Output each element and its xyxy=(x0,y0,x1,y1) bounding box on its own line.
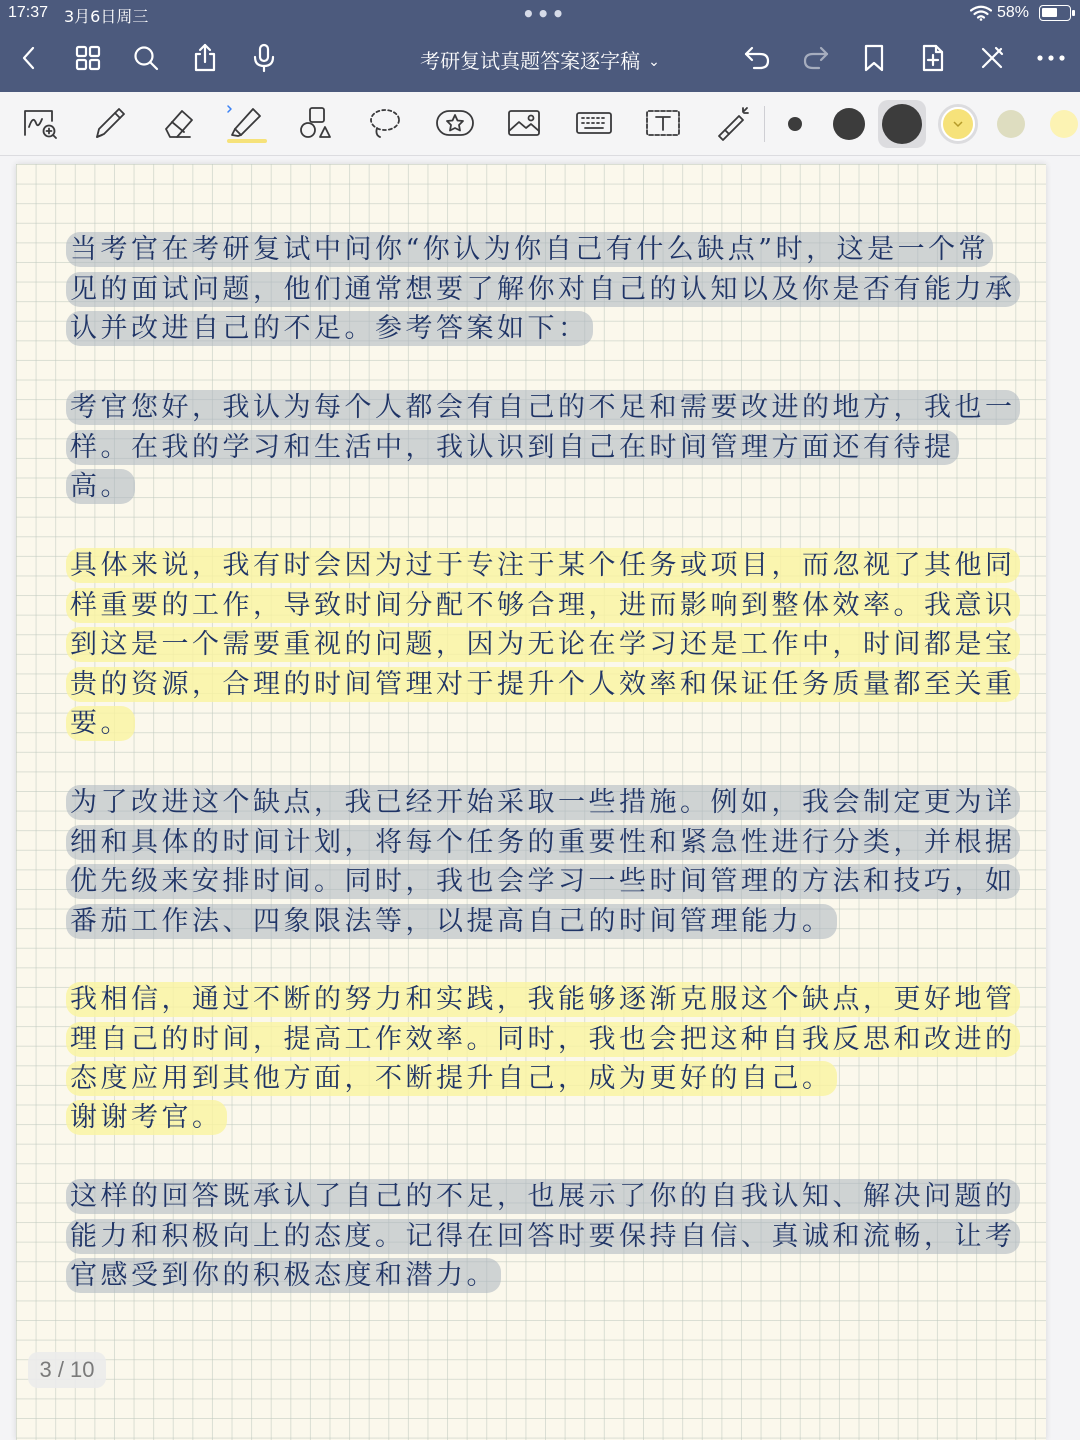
paragraph-thanks xyxy=(66,1098,1016,1138)
status-time: 17:37 xyxy=(8,4,49,21)
paragraph-conclusion xyxy=(66,980,1016,1099)
stickers-tool[interactable] xyxy=(432,100,478,146)
paragraph-answer-opening xyxy=(66,388,1016,507)
stroke-size-medium[interactable] xyxy=(833,108,865,140)
stroke-size-large[interactable] xyxy=(882,104,922,144)
microphone-button[interactable] xyxy=(247,40,281,76)
top-bar xyxy=(0,0,1080,92)
text-tool[interactable] xyxy=(640,100,686,146)
status-date: 3月6日周三 xyxy=(64,7,149,26)
paragraph-detail xyxy=(66,546,1016,744)
handwriting-recognition-icon xyxy=(22,107,58,139)
grid-icon xyxy=(74,44,102,72)
undo-button[interactable] xyxy=(740,40,774,76)
lasso-tool[interactable] xyxy=(362,100,408,146)
back-button[interactable] xyxy=(12,40,46,76)
paragraph-text: 考官您好，我认为每个人都会有自己的不足和需要改进的地方，我也一样。在我的学习和生活中，我认识到自己在时间管理方面还有待提高。 xyxy=(66,390,1020,504)
color-swatch-khaki[interactable] xyxy=(997,110,1025,138)
pen-icon xyxy=(89,103,129,143)
highlighter-tool[interactable] xyxy=(224,100,270,146)
image-icon xyxy=(504,103,544,143)
keyboard-icon xyxy=(574,103,614,143)
add-page-icon xyxy=(919,43,947,73)
redo-icon xyxy=(801,44,831,72)
share-button[interactable] xyxy=(188,40,222,76)
close-toolbar-button[interactable] xyxy=(975,40,1009,76)
text-box-icon xyxy=(643,103,683,143)
add-page-button[interactable] xyxy=(916,40,950,76)
color-swatch-pale-yellow[interactable] xyxy=(1050,110,1078,138)
more-button[interactable] xyxy=(1034,40,1068,76)
lasso-icon xyxy=(365,103,405,143)
shapes-tool[interactable] xyxy=(293,100,339,146)
eraser-icon xyxy=(158,103,198,143)
handwriting-tool[interactable] xyxy=(17,100,63,146)
paragraph-summary xyxy=(66,1177,1016,1296)
toolbar-divider xyxy=(764,106,765,142)
chevron-down-icon xyxy=(952,120,964,128)
paragraph-intro xyxy=(66,230,1016,349)
paragraph-text: 具体来说，我有时会因为过于专注于某个任务或项目，而忽视了其他同样重要的工作，导致时间分配不够合理，进而影响到整体效率。我意识到这是一个需要重视的问题，因为无论在学习还是工作中，时间都是宝贵的资源，合理的时间管理对于提升个人效率和保证任务质量都至关重要。 xyxy=(66,548,1020,741)
redo-button[interactable] xyxy=(799,40,833,76)
document-title-text: 考研复试真题答案逐字稿 xyxy=(420,49,641,73)
search-icon xyxy=(132,44,160,72)
paragraph-text: 我相信，通过不断的努力和实践，我能够逐渐克服这个缺点，更好地管理自己的时间，提高工作效率。同时，我也会把这种自我反思和改进的态度应用到其他方面，不断提升自己，成为更好的自己。 xyxy=(66,982,1020,1096)
shapes-icon xyxy=(296,103,336,143)
battery-percent: 58% xyxy=(997,4,1030,21)
paragraph-text: 当考官在考研复试中问你“你认为你自己有什么缺点”时，这是一个常见的面试问题，他们通常想要了解你对自己的认知以及你是否有能力承认并改进自己的不足。参考答案如下： xyxy=(66,232,1020,346)
laser-pointer-icon xyxy=(712,103,752,143)
image-tool[interactable] xyxy=(501,100,547,146)
stickers-icon xyxy=(434,103,476,143)
paragraph-text: 为了改进这个缺点，我已经开始采取一些措施。例如，我会制定更为详细和具体的时间计划，将每个任务的重要性和紧急性进行分类，并根据优先级来安排时间。同时，我也会学习一些时间管理的方法和技巧，如番茄工作法、四象限法等，以提高自己的时间管理能力。 xyxy=(66,785,1020,939)
document-title[interactable] xyxy=(300,45,780,74)
pen-tool[interactable] xyxy=(86,100,132,146)
bookmark-icon xyxy=(862,43,886,73)
battery-icon xyxy=(1039,5,1071,21)
eraser-tool[interactable] xyxy=(155,100,201,146)
microphone-icon xyxy=(251,43,277,73)
color-swatch-yellow[interactable] xyxy=(938,104,978,144)
highlighter-icon xyxy=(225,101,269,145)
thumbnails-button[interactable] xyxy=(71,40,105,76)
more-icon xyxy=(1036,53,1066,63)
keyboard-tool[interactable] xyxy=(571,100,617,146)
page-indicator[interactable]: 3 / 10 xyxy=(28,1352,106,1388)
notebook-page[interactable] xyxy=(16,164,1046,1440)
paragraph-text: 谢谢考官。 xyxy=(66,1100,227,1135)
stroke-size-small[interactable] xyxy=(788,117,802,131)
wifi-icon xyxy=(970,5,992,21)
share-icon xyxy=(191,43,219,73)
paragraph-improvement xyxy=(66,783,1016,941)
bookmark-button[interactable] xyxy=(857,40,891,76)
chevron-left-icon xyxy=(19,45,39,71)
chevron-down-icon: ⌄ xyxy=(648,54,660,70)
multitasking-dots[interactable]: ••• xyxy=(522,2,567,26)
laser-pointer-tool[interactable] xyxy=(709,100,755,146)
close-pen-icon xyxy=(978,44,1006,72)
undo-icon xyxy=(742,44,772,72)
search-button[interactable] xyxy=(129,40,163,76)
paragraph-text: 这样的回答既承认了自己的不足，也展示了你的自我认知、解决问题的能力和积极向上的态度。记得在回答时要保持自信、真诚和流畅，让考官感受到你的积极态度和潜力。 xyxy=(66,1179,1020,1293)
